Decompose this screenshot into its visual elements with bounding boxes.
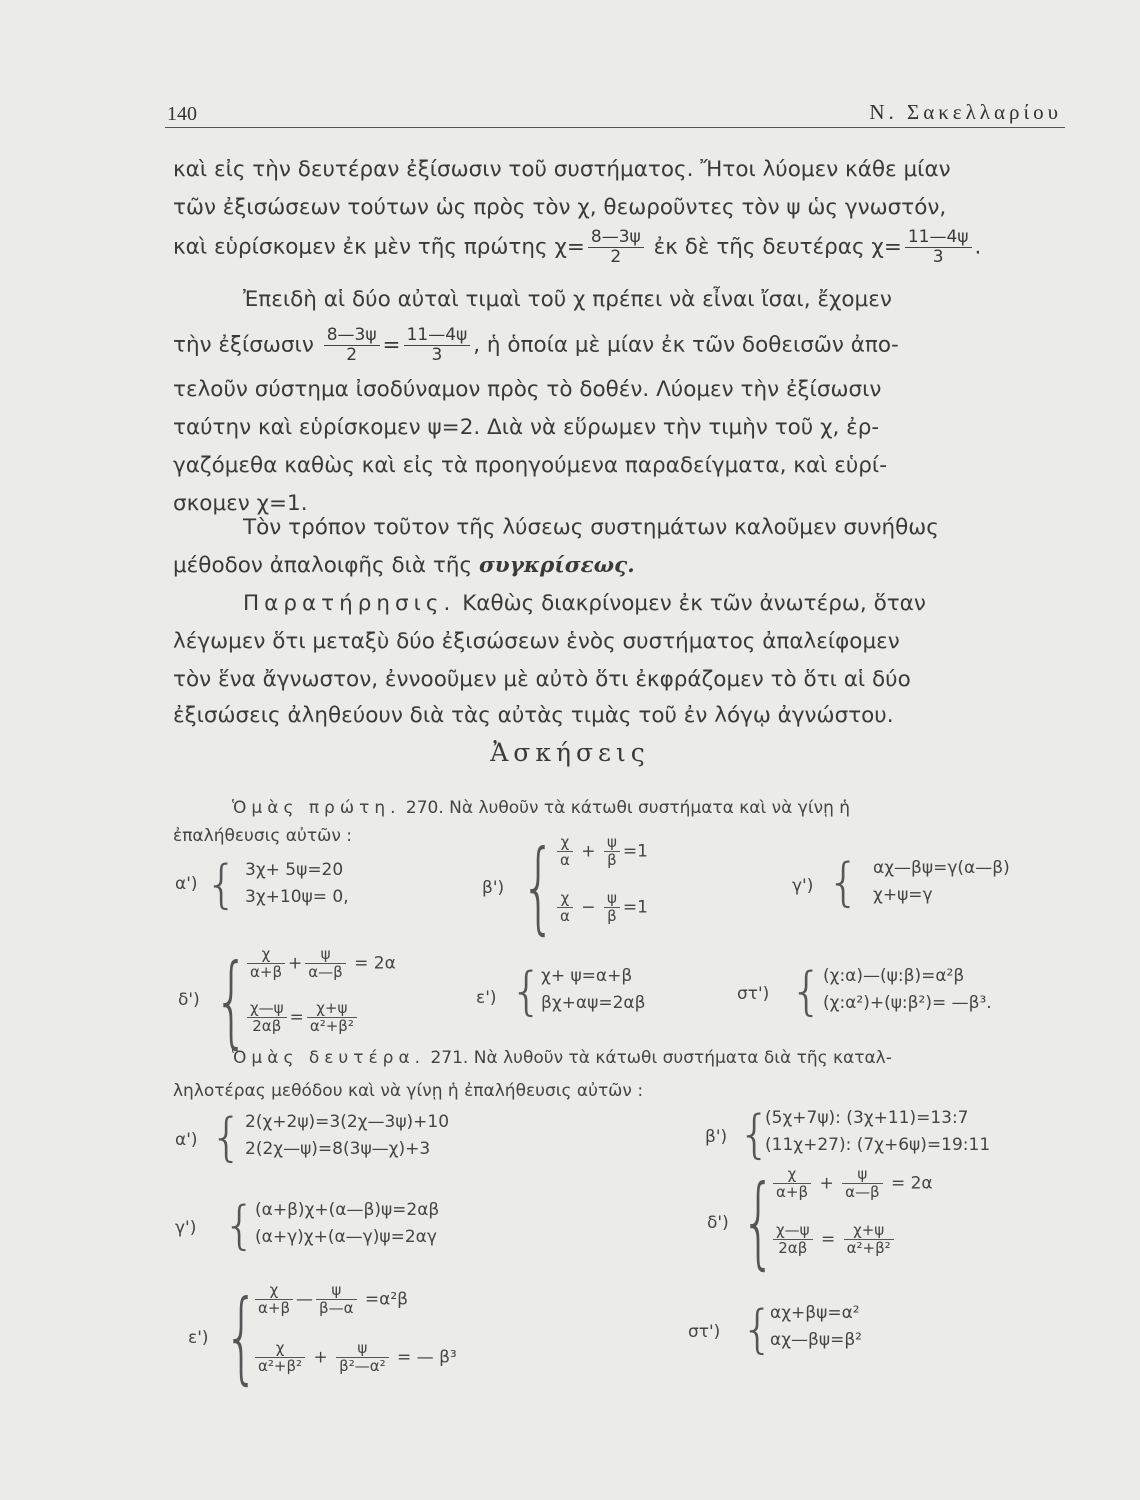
body-line-with-fractions — [173, 228, 1073, 267]
system-brace: { — [510, 962, 544, 1022]
fraction — [905, 228, 972, 267]
group1-label: Ὁμὰς πρώτη. — [232, 798, 401, 818]
equation: αχ+βψ=α² — [770, 1303, 860, 1323]
equation — [554, 890, 648, 925]
body-line: τὸν ἕνα ἄγνωστον, ἐννοοῦμεν μὲ αὐτὸ ὅτι ἐκφράζομεν τὸ ὅτι αἱ δύο — [173, 667, 911, 692]
body-line: λέγωμεν ὅτι μεταξὺ δύο ἐξισώσεων ἑνὸς συστήματος ἀπαλείφομεν — [173, 629, 900, 654]
rhs: = — β³ — [397, 1347, 457, 1368]
exercise-label: β') — [705, 1127, 728, 1147]
operator: + — [581, 841, 596, 862]
body-line: τῶν ἐξισώσεων τούτων ὡς πρὸς τὸν χ, θεωροῦντες τὸν ψ ὡς γνωστόν, — [173, 195, 947, 220]
equation: βχ+αψ=2αβ — [541, 993, 646, 1013]
exercise-label: στ') — [737, 984, 770, 1004]
equation — [252, 1340, 457, 1375]
equation: (α+β)χ+(α—β)ψ=2αβ — [255, 1200, 440, 1220]
equation: χ+ψ=γ — [873, 885, 933, 905]
fraction — [247, 1000, 287, 1035]
exercise-label: ε') — [188, 1328, 209, 1348]
numerator: χ — [247, 946, 285, 964]
fraction — [247, 946, 285, 981]
numerator: χ+ψ — [844, 1222, 894, 1240]
group2-heading-cont: ληλοτέρας μεθόδου καὶ νὰ γίνῃ ἡ ἐπαλήθευσις αὐτῶν : — [173, 1081, 644, 1101]
equation: (5χ+7ψ): (3χ+11)=13:7 — [765, 1108, 969, 1128]
operator: = — [289, 1007, 304, 1028]
section-title: Ἀσκήσεις — [490, 738, 650, 767]
body-line — [173, 548, 1073, 584]
numerator: χ — [557, 834, 573, 852]
numerator: χ — [557, 890, 573, 908]
operator: — — [296, 1289, 314, 1310]
denominator: 2αβ — [778, 1239, 808, 1257]
rhs: =1 — [622, 841, 648, 862]
fraction — [557, 834, 573, 869]
body-line: τελοῦν σύστημα ἰσοδύναμον πρὸς τὸ δοθέν. Λύομεν τὴν ἐξίσωσιν — [173, 377, 882, 402]
header-rule — [165, 127, 1065, 128]
denominator: 2 — [610, 247, 622, 267]
system-brace: { — [827, 853, 861, 913]
denominator: α²+β² — [846, 1239, 891, 1257]
operator: − — [581, 897, 596, 918]
equation — [252, 1282, 408, 1317]
body-line: Ἐπειδὴ αἱ δύο αὐταὶ τιμαὶ τοῦ χ πρέπει νὰ εἶναι ἴσαι, ἔχομεν — [243, 287, 892, 312]
denominator: 3 — [431, 345, 443, 365]
rhs: =α²β — [364, 1289, 409, 1310]
system-brace: { — [214, 942, 249, 1059]
fraction — [324, 326, 380, 365]
equation — [244, 1000, 360, 1035]
denominator: β — [607, 907, 617, 925]
numerator: 8—3ψ — [588, 228, 644, 248]
equation — [770, 1222, 897, 1257]
equation: αχ—βψ=γ(α—β) — [873, 858, 1010, 878]
equation: (11χ+27): (7χ+6ψ)=19:11 — [765, 1135, 991, 1155]
equation-text: 3χ+10ψ= 0 — [245, 887, 344, 907]
body-line: γαζόμεθα καθὼς καὶ εἰς τὰ προηγούμενα παραδείγματα, καὶ εὑρί- — [173, 453, 887, 478]
remark-label: Παρατήρησις. — [243, 591, 456, 616]
exercise-label: δ') — [178, 990, 200, 1010]
exercise-label: α') — [175, 1130, 198, 1150]
equation: αχ—βψ=β² — [770, 1330, 862, 1350]
equation: 2(χ+2ψ)=3(2χ—3ψ)+10 — [245, 1112, 450, 1132]
fraction — [557, 890, 573, 925]
system-brace: { — [223, 1196, 257, 1256]
page-number: 140 — [167, 103, 197, 125]
fraction — [588, 228, 644, 267]
denominator: α+β — [258, 1299, 291, 1317]
numerator: ψ — [336, 1340, 389, 1358]
fraction — [404, 326, 471, 365]
system-brace: { — [790, 962, 824, 1022]
body-line-with-fractions — [173, 326, 1073, 365]
exercise-label: γ') — [175, 1218, 197, 1238]
fraction — [844, 1222, 894, 1257]
system-brace: { — [210, 1108, 244, 1168]
exercise-label: στ') — [688, 1322, 721, 1342]
equation — [770, 1166, 933, 1201]
system-brace: { — [205, 855, 239, 915]
denominator: β—α — [319, 1299, 354, 1317]
body-line: ταύτην καὶ εὑρίσκομεν ψ=2. Διὰ νὰ εὕρωμεν τὴν τιμὴν τοῦ χ, ἐρ- — [173, 415, 880, 440]
group1-text: 270. Νὰ λυθοῦν τὰ κάτωθι συστήματα καὶ νὰ γίνῃ ἡ — [400, 798, 851, 818]
exercise-label: ε') — [476, 988, 497, 1008]
fraction — [842, 1166, 882, 1201]
text-run: ἐκ δὲ τῆς δευτέρας χ= — [653, 234, 902, 260]
system-brace: { — [741, 1300, 775, 1360]
body-line: Τὸν τρόπον τοῦτον τῆς λύσεως συστημάτων καλοῦμεν συνήθως — [243, 515, 939, 540]
numerator: χ—ψ — [773, 1222, 813, 1240]
fraction — [316, 1282, 356, 1317]
operator: + — [288, 953, 303, 974]
denominator: α²+β² — [309, 1017, 354, 1035]
numerator: ψ — [842, 1166, 882, 1184]
operator: = — [820, 1229, 836, 1250]
numerator: χ — [773, 1166, 811, 1184]
fraction — [604, 834, 620, 869]
emphasized-term: συγκρίσεως. — [478, 553, 635, 578]
equation: (χ:α²)+(ψ:β²)= —β³. — [823, 993, 992, 1013]
comma: , — [343, 887, 349, 907]
denominator: 2αβ — [252, 1017, 282, 1035]
text-run: καὶ εὑρίσκομεν ἐκ μὲν τῆς πρώτης χ= — [173, 234, 585, 260]
running-head-author: Ν. Σακελλαρίου — [869, 100, 1062, 124]
numerator: χ—ψ — [247, 1000, 287, 1018]
equation: (χ:α)—(ψ:β)=α²β — [823, 966, 965, 986]
group2-heading — [232, 1047, 892, 1069]
denominator: α—β — [845, 1183, 880, 1201]
denominator: 2 — [346, 345, 358, 365]
denominator: α+β — [776, 1183, 809, 1201]
operator: + — [819, 1173, 834, 1194]
denominator: α+β — [250, 963, 283, 981]
exercise-label: γ') — [792, 876, 814, 896]
equation — [245, 887, 349, 907]
denominator: 3 — [932, 247, 944, 267]
numerator: χ+ψ — [307, 1000, 357, 1018]
exercise-label: δ') — [707, 1213, 729, 1233]
exercise-label: β') — [482, 878, 505, 898]
denominator: α — [560, 851, 570, 869]
denominator: α²+β² — [258, 1357, 303, 1375]
body-line: καὶ εἰς τὴν δευτέραν ἐξίσωσιν τοῦ συστήματος. Ἤτοι λύομεν κάθε μίαν — [173, 157, 951, 182]
denominator: β²—α² — [339, 1357, 386, 1375]
equation: χ+ ψ=α+β — [541, 966, 633, 986]
numerator: 11—4ψ — [905, 228, 972, 248]
equation — [244, 946, 396, 981]
text-run: , ἡ ὁποία μὲ μίαν ἐκ τῶν δοθεισῶν ἀπο- — [473, 332, 899, 358]
rhs: = 2α — [890, 1173, 933, 1194]
equation — [554, 834, 648, 869]
exercise-label: α') — [175, 874, 198, 894]
numerator: 11—4ψ — [404, 326, 471, 346]
rhs: =1 — [622, 897, 648, 918]
equation: 3χ+ 5ψ=20 — [245, 860, 344, 880]
numerator: ψ — [305, 946, 345, 964]
body-line: σκομεν χ=1. — [173, 491, 308, 516]
group2-text: 271. Νὰ λυθοῦν τὰ κάτωθι συστήματα διὰ τῆς καταλ- — [425, 1048, 892, 1068]
fraction — [305, 946, 345, 981]
numerator: χ — [255, 1282, 293, 1300]
equals-sign: = — [382, 332, 401, 358]
body-line — [243, 586, 1140, 622]
text-run: Καθὼς διακρίνομεν ἐκ τῶν ἀνωτέρω, ὅταν — [455, 591, 926, 616]
system-brace: { — [224, 1278, 259, 1395]
group2-label: Ὁμὰς δευτέρα. — [232, 1048, 426, 1068]
numerator: 8—3ψ — [324, 326, 380, 346]
fraction — [255, 1340, 305, 1375]
system-brace: { — [741, 1163, 776, 1280]
numerator: ψ — [604, 890, 620, 908]
numerator: ψ — [604, 834, 620, 852]
denominator: α—β — [308, 963, 343, 981]
fraction — [336, 1340, 389, 1375]
fraction — [255, 1282, 293, 1317]
system-brace: { — [521, 828, 556, 945]
operator: + — [313, 1347, 328, 1368]
numerator: ψ — [316, 1282, 356, 1300]
body-line: ἐξισώσεις ἀληθεύουν διὰ τὰς αὐτὰς τιμὰς τοῦ ἐν λόγῳ ἀγνώστου. — [173, 703, 894, 728]
text-run: . — [974, 234, 982, 260]
text-run: τὴν ἐξίσωσιν — [173, 332, 314, 358]
system-brace: { — [738, 1105, 772, 1165]
denominator: β — [607, 851, 617, 869]
text-run: μέθοδον ἀπαλοιφῆς διὰ τῆς — [173, 553, 479, 578]
fraction — [773, 1166, 811, 1201]
equation: (α+γ)χ+(α—γ)ψ=2αγ — [255, 1227, 437, 1247]
equation: 2(2χ—ψ)=8(3ψ—χ)+3 — [245, 1139, 431, 1159]
fraction — [604, 890, 620, 925]
group1-heading — [232, 797, 850, 819]
denominator: α — [560, 907, 570, 925]
numerator: χ — [255, 1340, 305, 1358]
group1-heading-cont: ἐπαλήθευσις αὐτῶν : — [173, 826, 352, 846]
rhs: = 2α — [354, 953, 396, 974]
fraction — [773, 1222, 813, 1257]
fraction — [307, 1000, 357, 1035]
